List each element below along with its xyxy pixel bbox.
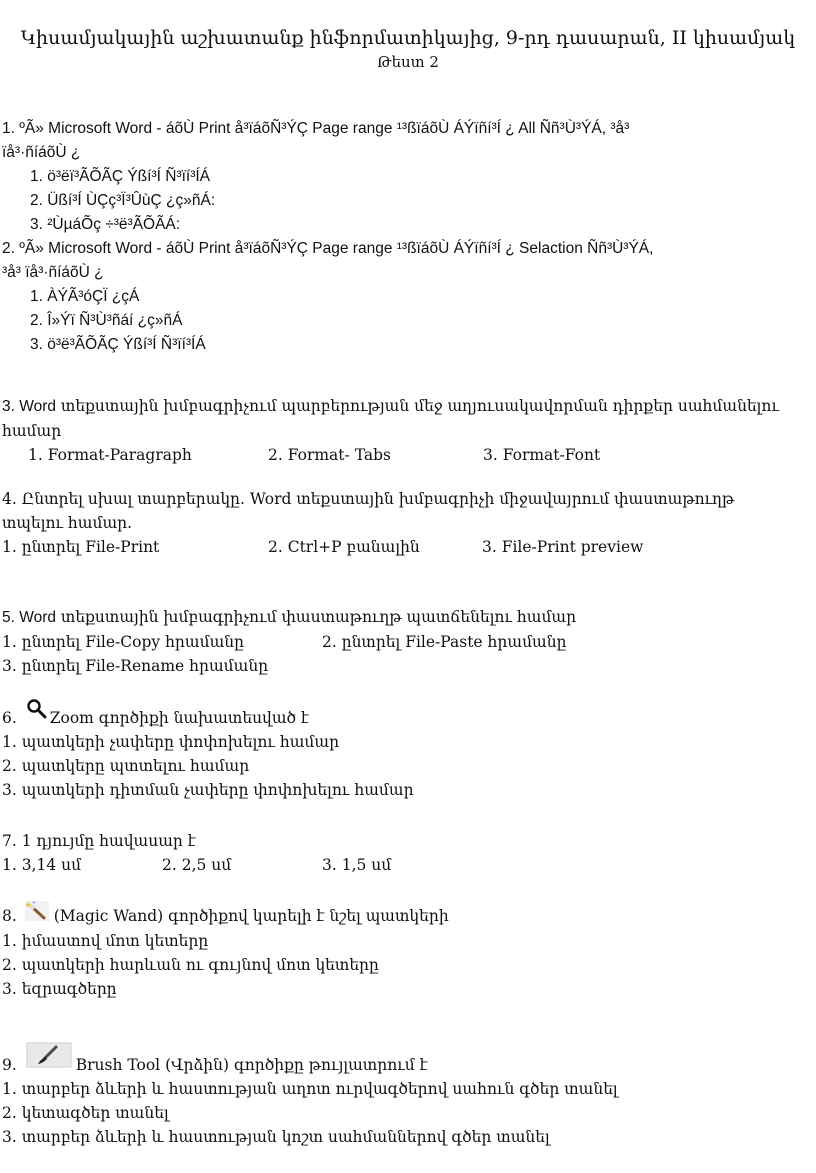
question-5-options-row: [2, 630, 816, 654]
question-2: [2, 237, 816, 357]
question-4-options: [2, 535, 816, 559]
question-1-option-1: 1. ö³ëï³ÃÕÃÇ Ýßí³Í Ñ³ïí³ÍÁ: [30, 168, 210, 185]
question-6-option-2: 2. պատկերը պտտելու համար: [2, 757, 250, 775]
question-8-text: (Magic Wand) գործիքով կարելի է նշել պատկերի: [53, 907, 449, 925]
question-3-option-2: 2. Format- Tabs: [268, 446, 391, 464]
question-7-option-2: 2. 2,5 սմ: [162, 856, 232, 874]
question-6-number: 6.: [2, 709, 17, 727]
question-7-option-1: 1. 3,14 սմ: [2, 856, 82, 874]
question-6-text: Zoom գործիքի նախատեսված է: [49, 709, 309, 727]
question-1: [2, 117, 816, 237]
question-3: [2, 394, 816, 467]
question-9-option-2: 2. կետագծեր տանել: [2, 1104, 169, 1122]
question-8-number: 8.: [2, 907, 17, 925]
question-3-number: 3. Word: [2, 398, 56, 415]
question-1-option-2: 2. Üßí³Í ÙÇç³Ï³ÛùÇ ¿ç»ñÁ:: [30, 192, 216, 209]
question-3-options: [2, 443, 816, 467]
magic-wand-icon: [24, 900, 50, 929]
question-5-number: 5. Word: [2, 609, 56, 626]
question-4-option-2: 2. Ctrl+P բանալին: [268, 538, 420, 556]
question-2-option-3: 3. ö³ë³ÃÕÃÇ Ýßí³Í Ñ³ïí³ÍÁ: [30, 336, 206, 353]
question-5-option-3: 3. ընտրել File-Rename հրամանը: [2, 657, 269, 675]
question-2-text-cont: ³å³ ïå³·ñíáõÙ ¿: [2, 264, 104, 281]
question-5: [2, 605, 816, 678]
question-1-text-cont: ïå³·ñíáõÙ ¿: [2, 144, 81, 161]
page-title: Կիսամյակային աշխատանք ինֆորմատիկայից, 9-րդ դասարան, II կիսամյակ: [20, 27, 796, 49]
question-7: [2, 829, 816, 877]
question-4: [2, 487, 816, 559]
question-9-number: 9.: [2, 1056, 17, 1074]
magnifier-icon: [26, 698, 48, 727]
question-9-option-3: 3. տարբեր ձևերի և հաստության կոշտ սահմաններով գծեր տանել: [2, 1128, 550, 1146]
question-6-option-1: 1. պատկերի չափերը փոփոխելու համար: [2, 733, 340, 751]
question-7-option-3: 3. 1,5 սմ: [322, 856, 392, 874]
question-8: [2, 904, 816, 1001]
question-3-option-3: 3. Format-Font: [483, 446, 601, 464]
question-4-text: 4. Ընտրել սխալ տարբերակը. Word տեքստային խմբագրիչի միջավայրում փաստաթուղթ: [2, 490, 735, 508]
question-8-option-1: 1. իմաստով մոտ կետերը: [2, 931, 209, 950]
question-3-option-1: 1. Format-Paragraph: [28, 446, 192, 464]
question-6: [2, 706, 816, 802]
question-3-text: տեքստային խմբագրիչում պարբերության մեջ աղյուսակավորման դիրքեր սահմանելու: [56, 397, 779, 415]
question-5-option-1: 1. ընտրել File-Copy հրամանը: [2, 633, 245, 651]
question-9-option-1: 1. տարբեր ձևերի և հաստության աղոտ ուրվագծերով սահուն գծեր տանել: [2, 1080, 618, 1098]
question-9-text: Brush Tool (Վրձին) գործիքը թույլատրում է: [75, 1056, 428, 1074]
page-subtitle: Թեստ 2: [377, 53, 439, 71]
question-3-text-cont: համար: [2, 422, 62, 440]
question-4-option-1: 1. ընտրել File-Print: [2, 538, 160, 556]
question-4-option-3: 3. File-Print preview: [482, 538, 644, 556]
question-8-option-3: 3. եզրագծերը: [2, 979, 117, 998]
question-1-text: 1. ºÃ» Microsoft Word - áõÙ Print å³ïáõÑ³ÝÇ Page range ¹³ßïáõÙ ÁÝïñí³Í ¿ All Ññ³Ù³ÝÁ, ³å³: [2, 120, 630, 137]
question-9: [2, 1053, 816, 1149]
question-5-text: տեքստային խմբագրիչում փաստաթուղթ պատճենելու համար: [56, 608, 577, 626]
question-2-option-1: 1. ÀÝÃ³óÇÏ ¿çÁ: [30, 288, 140, 305]
question-1-option-3: 3. ²ÙµáÕç ÷³ë³ÃÕÃÁ:: [30, 216, 181, 233]
question-2-option-2: 2. Î»Ýï Ñ³Ù³ñáí ¿ç»ñÁ: [30, 312, 183, 329]
question-8-option-2: 2. պատկերի հարևան ու գույնով մոտ կետերը: [2, 955, 379, 974]
question-2-text: 2. ºÃ» Microsoft Word - áõÙ Print å³ïáõÑ³ÝÇ Page range ¹³ßïáõÙ ÁÝïñí³Í ¿ Selaction Ññ³Ù³ÝÁ,: [2, 240, 654, 257]
question-6-option-3: 3. պատկերի դիտման չափերը փոփոխելու համար: [2, 781, 414, 799]
question-5-option-2: 2. ընտրել File-Paste հրամանը: [322, 633, 567, 651]
question-7-text: 7. 1 դյույմը հավասար է: [2, 832, 196, 850]
brush-icon: [26, 1042, 72, 1075]
question-4-text-cont: տպելու համար.: [2, 514, 133, 532]
question-7-options: [2, 853, 816, 877]
